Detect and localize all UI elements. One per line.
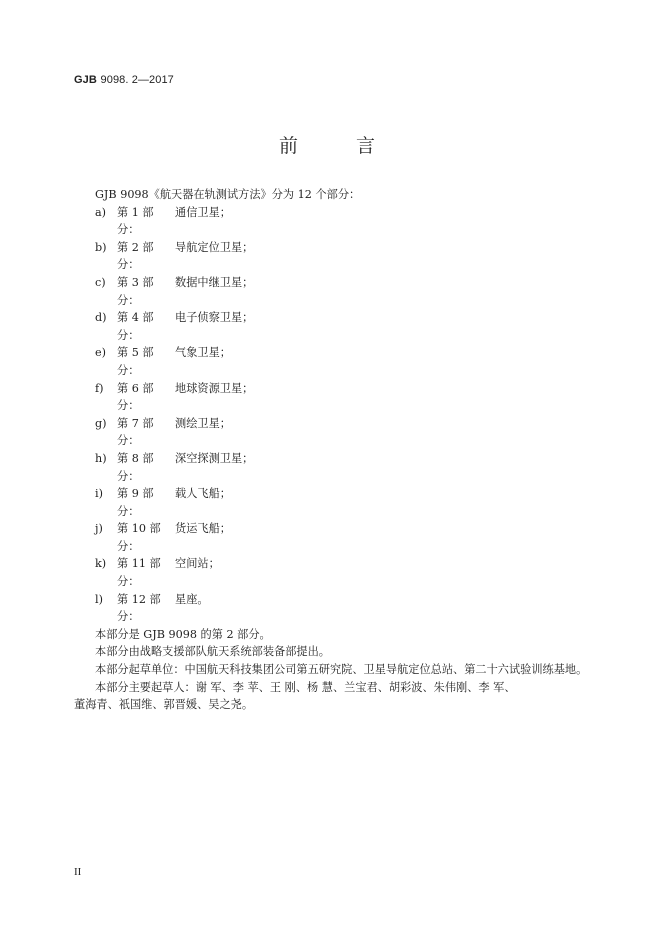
part-label: 第 3 部分：	[117, 275, 154, 307]
parts-list	[95, 204, 615, 626]
part-label: 第 1 部分：	[117, 205, 154, 237]
part-label: 第 10 部分：	[117, 522, 161, 553]
part-name: 数据中继卫星；	[175, 275, 254, 289]
part-name: 电子侦察卫星；	[175, 311, 254, 325]
list-marker: h)	[95, 451, 107, 465]
list-marker: l)	[95, 592, 103, 606]
list-marker: c)	[95, 275, 106, 289]
list-item	[95, 344, 615, 379]
part-label: 第 9 部分：	[117, 487, 154, 518]
list-marker: a)	[95, 205, 107, 219]
part-name: 通信卫星；	[175, 205, 231, 219]
part-label: 第 4 部分：	[117, 311, 154, 342]
list-marker: e)	[95, 346, 106, 360]
part-name: 载人飞船；	[175, 487, 231, 501]
part-label: 第 11 部分：	[117, 557, 161, 589]
part-name: 气象卫星；	[175, 346, 231, 360]
part-of-paragraph: 本部分是 GJB 9098 的第 2 部分。	[95, 627, 271, 641]
list-item	[95, 450, 615, 485]
standard-prefix: GJB	[74, 74, 97, 86]
intro-paragraph: GJB 9098《航天器在轨测试方法》分为 12 个部分：	[95, 188, 361, 201]
page-title: 前 言	[278, 135, 402, 157]
drafting-units-paragraph: 本部分起草单位：中国航天科技集团公司第五研究院、卫星导航定位总站、第二十六试验训练基地。	[95, 663, 588, 677]
list-marker: i)	[95, 487, 103, 501]
part-name: 空间站；	[175, 557, 220, 571]
part-label: 第 8 部分：	[117, 451, 154, 483]
list-marker: k)	[95, 557, 107, 571]
part-label: 第 2 部分：	[117, 240, 154, 272]
part-name: 地球资源卫星；	[175, 381, 254, 395]
part-label: 第 6 部分：	[117, 381, 154, 413]
part-name: 测绘卫星；	[175, 416, 231, 430]
list-item	[95, 309, 615, 344]
list-item	[95, 239, 615, 274]
page-number: II	[74, 866, 82, 878]
part-name: 星座。	[175, 592, 209, 606]
list-marker: b)	[95, 240, 107, 254]
list-item	[95, 204, 615, 239]
foreword-body	[74, 186, 615, 714]
list-item	[95, 415, 615, 450]
drafters-line-2: 董海青、祇国维、郭晋媛、吴之尧。	[74, 698, 254, 712]
list-marker: j)	[95, 522, 103, 536]
standard-number: 9098. 2—2017	[100, 74, 174, 86]
standard-code-header	[74, 73, 174, 86]
part-label: 第 7 部分：	[117, 416, 154, 448]
list-marker: g)	[95, 416, 107, 430]
part-label: 第 5 部分：	[117, 346, 154, 377]
list-marker: d)	[95, 311, 107, 325]
list-marker: f)	[95, 381, 104, 395]
proposed-by-paragraph: 本部分由战略支援部队航天系统部装备部提出。	[95, 645, 330, 659]
list-item	[95, 380, 615, 415]
list-item	[95, 485, 615, 520]
part-name: 深空探测卫星；	[175, 451, 254, 465]
drafters-paragraph	[74, 679, 615, 714]
list-item	[95, 591, 615, 626]
drafters-line-1: 本部分主要起草人：谢 军、李 苹、王 刚、杨 慧、兰宝君、胡彩波、朱伟刚、李 军、	[95, 680, 516, 694]
part-label: 第 12 部分：	[117, 592, 161, 624]
part-name: 导航定位卫星；	[175, 240, 254, 254]
list-item	[95, 274, 615, 309]
part-name: 货运飞船；	[175, 522, 231, 536]
list-item	[95, 555, 615, 590]
list-item	[95, 520, 615, 555]
